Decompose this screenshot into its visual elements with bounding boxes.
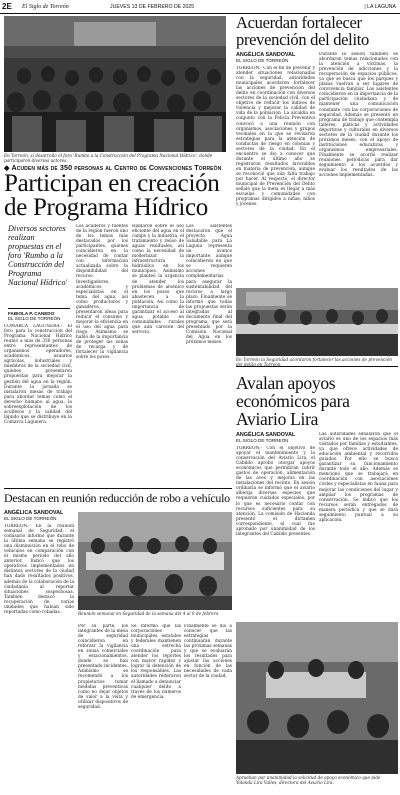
security-meeting-photo — [78, 512, 232, 610]
prevention-headline: Acuerdan fortalecer prevención del delito — [236, 13, 369, 49]
aviario-headline: Avalan apoyos económicos para Aviario Lira — [236, 373, 350, 429]
water-text-col4: Los asistentes destacaron que el proyecto Agua Saludable para La Laguna representa un avance importante, aunque coincidieron en que se requieren acciones complementarias para asegurar la sustentabilidad del recurso a largo plazo. Finalmente se informó que todas las propuestas serán integradas al documento final del programa, que será presentado por la Comisión Nacional del Agua en los próximos meses. — [186, 224, 232, 346]
page-header — [0, 0, 400, 13]
meeting-photo-caption: Reunión semanal en Seguridad de la semana del 4 al 9 de febrero. — [78, 611, 220, 616]
security-agreement-photo — [236, 288, 398, 356]
water-pull-quote: Diversos sectores realizan propuestas en el foro 'Rumbo a la Construcción del Programa Nacional Hídrico' — [8, 224, 68, 287]
robbery-top-rule — [4, 488, 232, 489]
robbery-byline: ANGÉLICA SANDOVAL EL SIGLO DE TORREÓN — [4, 510, 64, 521]
water-text-col2: Los acuíferos y fuentes de la región fueron uno de los temas más destacados por los participantes, quienes coincidieron en la necesidad de contar con información actualizada sobre la disponibilidad del recurso. Investigadores, académicos y especialistas en el tema del agua, así como productores y ganaderos, presentaron ideas para reducir el consumo y mejorar la eficiencia en el uso del agua para riego. Asimismo se habló de la importancia de proteger las zonas de recarga y de fortalecer la vigilancia sobre los pozos. — [76, 224, 128, 361]
prevention-byline: ANGÉLICA SANDOVAL EL SIGLO DE TORREÓN — [236, 52, 296, 63]
section-name: | LA LAGUNA — [364, 4, 396, 10]
pull-quote-rule — [8, 308, 70, 309]
robbery-headline: Destacan en reunión reducción de robo a vehículo — [4, 491, 230, 505]
aviario-photo-caption: Aprueban por unanimidad la solicitud de apoyo económico que pide Yolanda Lira Valles, directora del Aviario Lira. — [236, 775, 381, 785]
robbery-text-col3: Se informó que las corporaciones municipales, estatales y federales mantienen una estrecha coordinación para atender los reportes con mayor rapidez y lograr la detención de los responsables. Las autoridades reiteraron el llamado a denunciar cualquier delito a través de los números de emergencia. — [131, 624, 181, 700]
publication-name: El Siglo de Torreón — [22, 4, 69, 10]
aviario-top-rule — [236, 366, 398, 367]
forum-audience-photo — [4, 16, 226, 152]
robbery-text-col2: Por su parte, los integrantes de la mesa de seguridad coincidieron en reforzar la vigilancia en zonas comerciales y estacionamientos, donde se han presentado incidentes. Asimismo se recomendó a los propietarios tomar medidas preventivas como no dejar objetos de valor a la vista y utilizar dispositivos de seguridad. — [78, 624, 128, 710]
water-byline: FABIOLA P. CANEDO EL SIGLO DE TORREÓN — [8, 311, 61, 322]
prevention-text-col1: TORREÓN.- Con el fin de prevenir y atender situaciones relacionadas con la seguridad, autoridades municipales acordaron fortalecer las acciones de prevención del delito en coordinación con diversos sectores de la sociedad civil, con el objetivo de reducir los índices de violencia y mejorar la calidad de vida de la población. La alcaldía en conjunto con la Policía Preventiva convocó a una reunión con organismos, asociaciones y grupos vecinales en la que se revisaron estrategias para la atención de conductas de riesgo en colonias y sectores de la ciudad. En el encuentro se dio a conocer que durante el último año se registraron resultados favorables en materia de prevención, aunque se reconoció que aún falta trabajo por hacer. Al respecto, el director municipal de Prevención del Delito señaló que la meta es llegar a más escuelas y comunidades con programas dirigidos a niñas, niños y jóvenes. — [236, 66, 315, 208]
page-number: 2E — [2, 2, 12, 11]
main-kicker: ◆ Acuden más de 350 personas al Centro de Convenciones Torreón — [4, 163, 222, 172]
water-text-col3: Hablaron sobre el uso eficiente del agua en el campo y la industria, el tratamiento y reúso de aguas residuales, así como la necesidad de modernizar la infraestructura hidráulica en los municipios. Asimismo se planteó la urgencia de atender los problemas de arsénico en los pozos que abastecen a la población. Así como la importancia de garantizar el acceso al agua potable en comunidades rurales que aún carecen del servicio. — [132, 224, 184, 335]
aviario-byline: ANGÉLICA SANDOVAL EL SIGLO DE TORREÓN — [236, 432, 296, 443]
robbery-text-col4: Finalmente se dio a conocer que las estrategias continuarán durante las próximas semanas y que se evaluarán los resultados para ajustar las acciones en función de las necesidades de cada sector de la ciudad. — [184, 624, 232, 680]
security-photo-caption: En Torreón la Seguridad acordaron fortalecer las acciones de prevención del delito en Torreón. — [236, 357, 392, 367]
forum-photo-caption: En Torreón, si desarrolló el foro 'Rumbo a la Construcción del Programa Nacional Hídrico', donde participaron diversos actores. — [4, 153, 213, 163]
aviario-session-photo — [236, 622, 398, 774]
water-program-headline: Participan en creación de Programa Hídrico — [4, 170, 220, 221]
aviario-text-col2: Las autoridades señalaron que el aviario es uno de los espacios más visitados por familias y estudiantes, ya que ofrece actividades de educación ambiental y recorridos guiados. Por ello se busca garantizar su funcionamiento durante todo el año. Además se mencionó que se trabajará en coordinación con asociaciones civiles y especialistas en fauna para mejorar las condiciones del lugar y ampliar los programas de conservación. Se indicó que los recursos serán entregados de manera periódica y que se dará seguimiento puntual a su aplicación. — [319, 432, 398, 523]
aviario-text-col1: TORREÓN.- Con el objetivo de apoyar el mantenimiento y la conservación del Aviario Lira, el Cabildo aprobó otorgar apoyos económicos que permitirán cubrir gastos de operación, alimentación de las aves y mejoras en las instalaciones del recinto. En sesión ordinaria se informó que el aviario alberga diversas especies que requieren cuidados especiales, por lo que es necesario contar con recursos suficientes para su atención. La comisión de Hacienda presentó el dictamen correspondiente, el cual fue aprobado por unanimidad de los integrantes del Cabildo presentes. — [236, 446, 315, 537]
prevention-text-col2: Durante la sesión también se abordaron temas relacionados con la atención a víctimas, la prevención de adicciones y la recuperación de espacios públicos, ya que se busca que los parques y plazas vuelvan a ser lugares de convivencia familiar. Los asistentes coincidieron en la importancia de la participación ciudadana y de mantener una comunicación constante con las corporaciones de seguridad. Además se presentó un programa de trabajo que contempla talleres, pláticas y actividades deportivas y culturales en diversos sectores de la ciudad durante los próximos meses, con el apoyo de instituciones educativas y organismos empresariales. Finalmente se acordó realizar reuniones periódicas para dar seguimiento a los acuerdos y evaluar los resultados de las acciones implementadas. — [319, 52, 398, 179]
robbery-text-col1: TORREÓN.- En la reunión semanal de Seguridad, el comisario informó que durante la última semana se registró una disminución en el robo de vehículos en comparación con el mismo periodo del año anterior. Indicó que los operativos implementados en distintos sectores de la ciudad han dado resultados positivos, además de la colaboración de la ciudadanía al reportar situaciones sospechosas. También destacó la recuperación de varias unidades que habían sido reportadas como robadas. — [4, 524, 74, 615]
edition-date: JUEVES 13 DE FEBRERO DE 2025 — [110, 4, 195, 10]
water-text-col1: COMARCA LAGUNERA.- El foro para la construcción del Programa Nacional Hídrico reunió a más de 350 personas entre representantes de organismos operadores, académicos, usuarios agrícolas, industriales y miembros de la sociedad civil, quienes presentaron propuestas para mejorar la gestión del agua en la región. Durante la jornada se instalaron mesas de trabajo para abordar temas como el derecho humano al agua, la sobreexplotación de los acuíferos y la calidad del líquido que se distribuye en la Comarca Lagunera. — [4, 324, 72, 425]
